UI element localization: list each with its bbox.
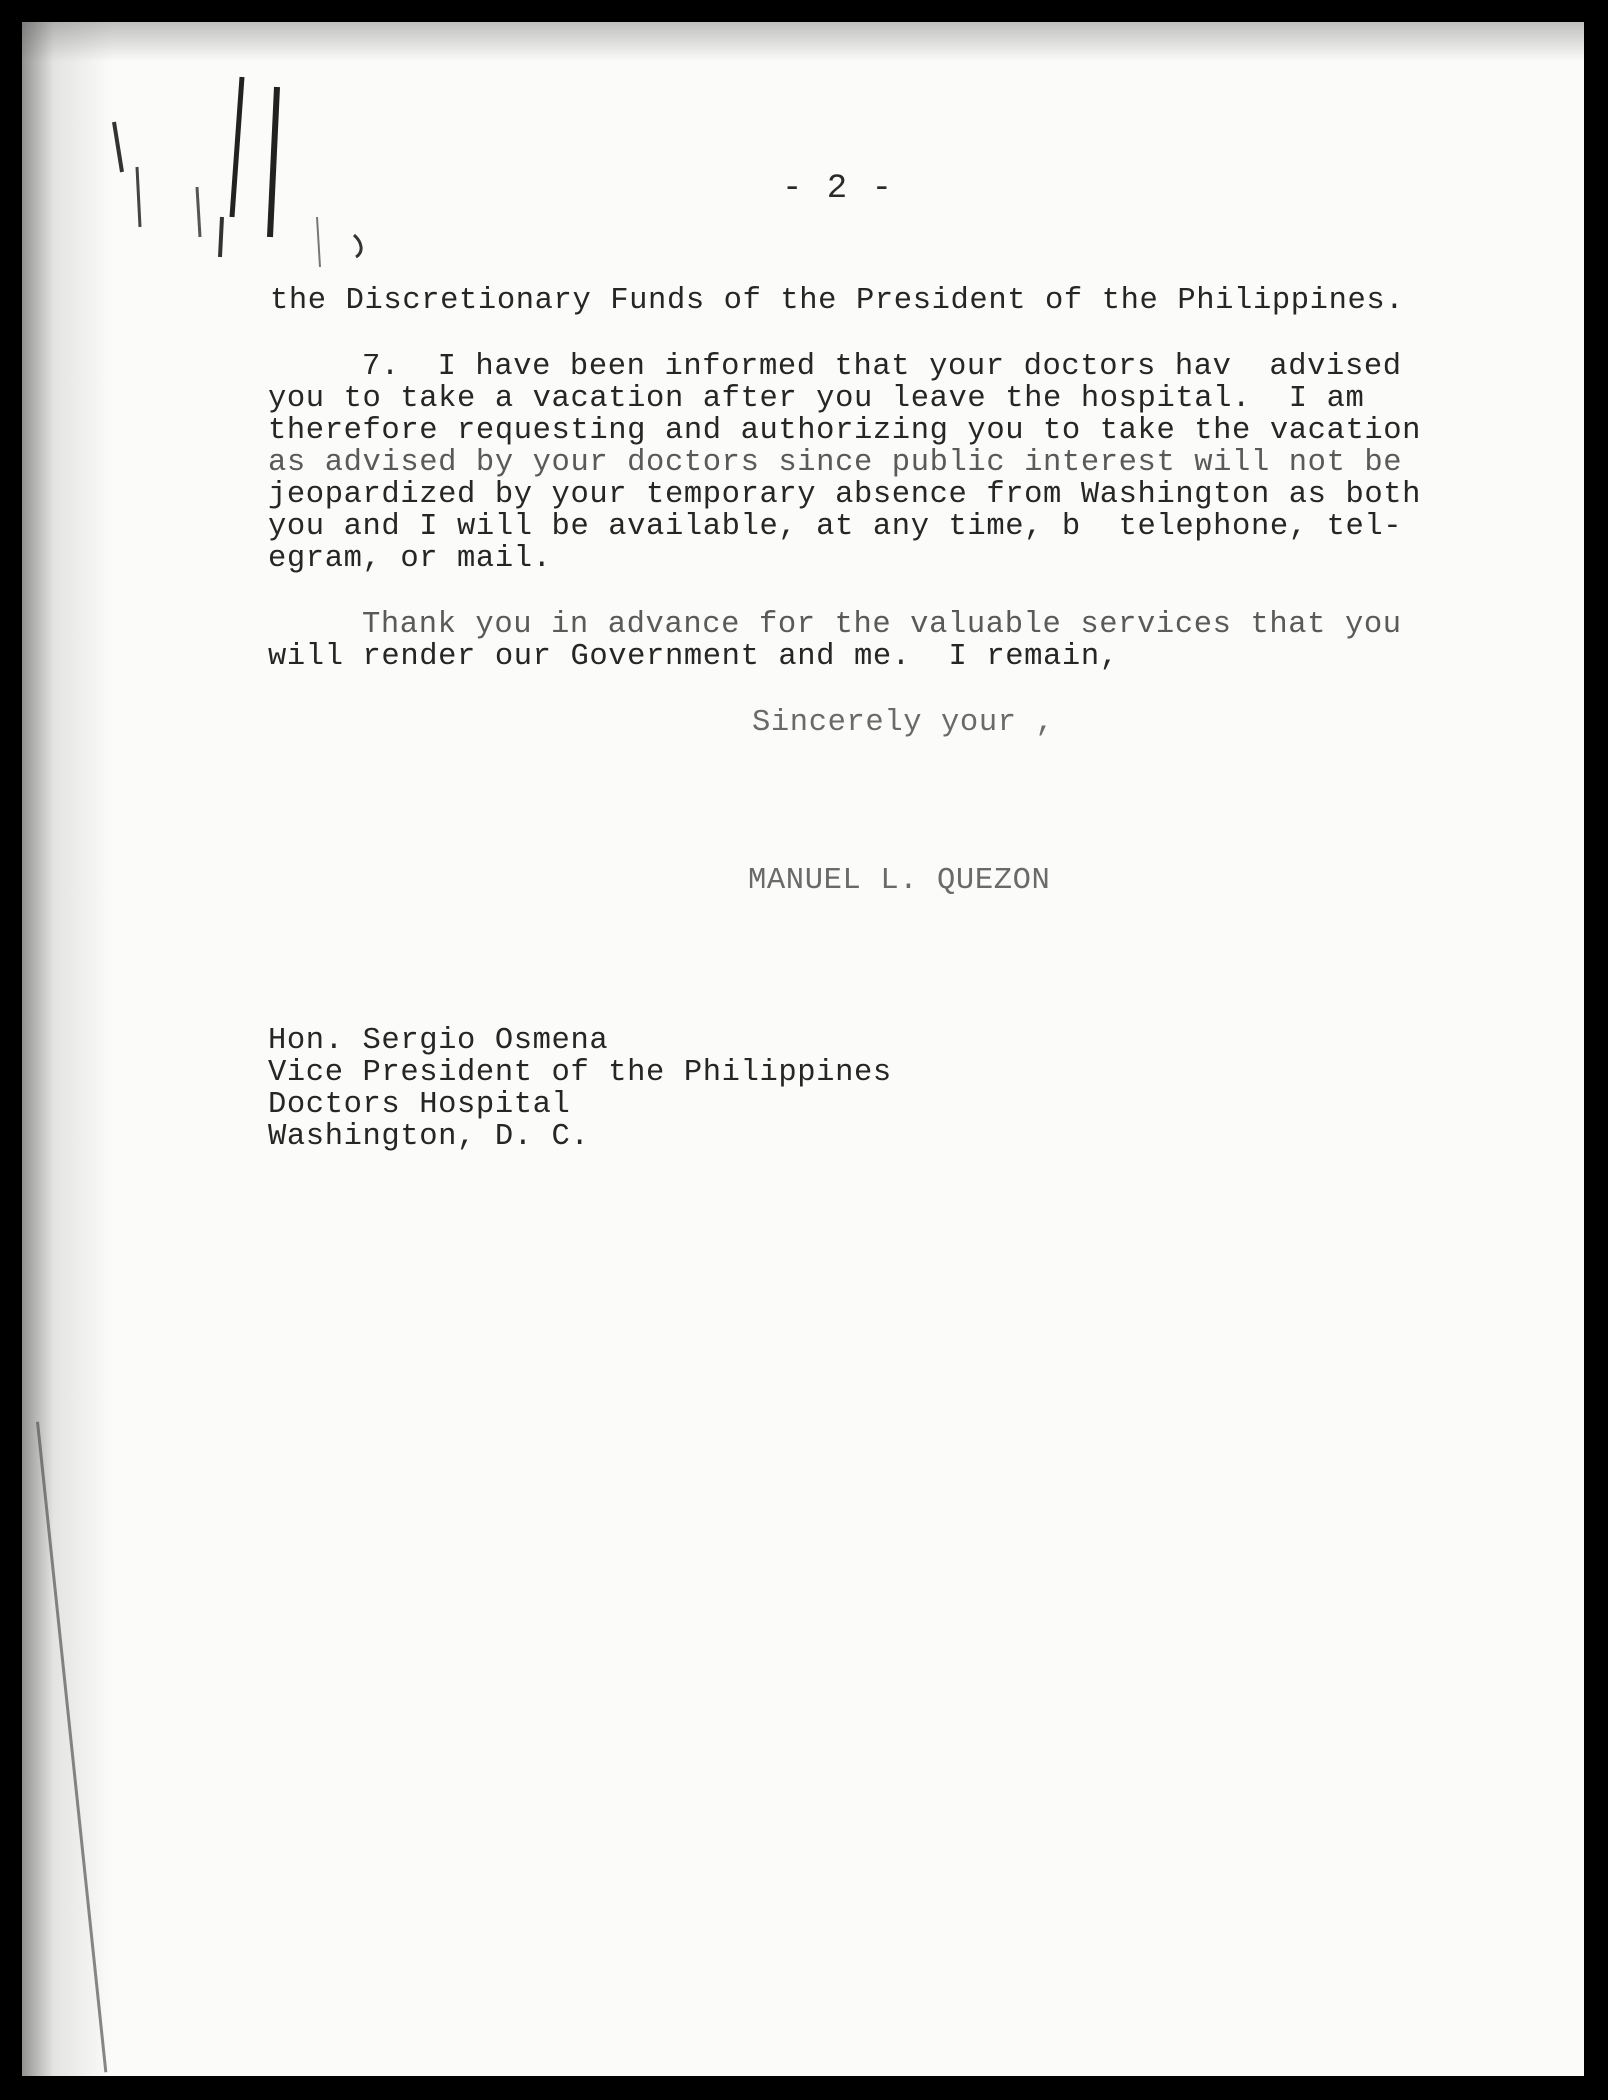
- page-number: - 2 -: [782, 170, 895, 208]
- closing-line-2: will render our Government and me. I remain,: [268, 640, 1119, 674]
- paragraph-7-line-7: egram, or mail.: [268, 542, 552, 576]
- valediction: Sincerely your ,: [752, 706, 1055, 740]
- paragraph-7-line-5: jeopardized by your temporary absence from Washington as both: [268, 478, 1422, 512]
- recipient-title: Vice President of the Philippines: [268, 1056, 892, 1090]
- recipient-city: Washington, D. C.: [268, 1120, 590, 1154]
- paragraph-7-line-3: therefore requesting and authorizing you to take the vacation: [268, 414, 1422, 448]
- handwritten-marks: [92, 67, 412, 307]
- paragraph-7-line-1: 7. I have been informed that your doctors hav advised: [362, 350, 1402, 384]
- paragraph-7-line-4: as advised by your doctors since public interest will not be: [268, 446, 1403, 480]
- recipient-name: Hon. Sergio Osmena: [268, 1024, 609, 1058]
- recipient-place: Doctors Hospital: [268, 1088, 571, 1122]
- opening-line: the Discretionary Funds of the President of the Philippines.: [270, 284, 1405, 318]
- scan-top-shadow: [22, 22, 1584, 62]
- scan-edge-shadow: [22, 22, 112, 2076]
- document-page: [22, 22, 1584, 2076]
- paragraph-7-line-6: you and I will be available, at any time, b telephone, tel-: [268, 510, 1403, 544]
- closing-line-1: Thank you in advance for the valuable services that you: [362, 608, 1402, 642]
- paragraph-7-line-2: you to take a vacation after you leave the hospital. I am: [268, 382, 1365, 416]
- signature-name: MANUEL L. QUEZON: [748, 864, 1051, 898]
